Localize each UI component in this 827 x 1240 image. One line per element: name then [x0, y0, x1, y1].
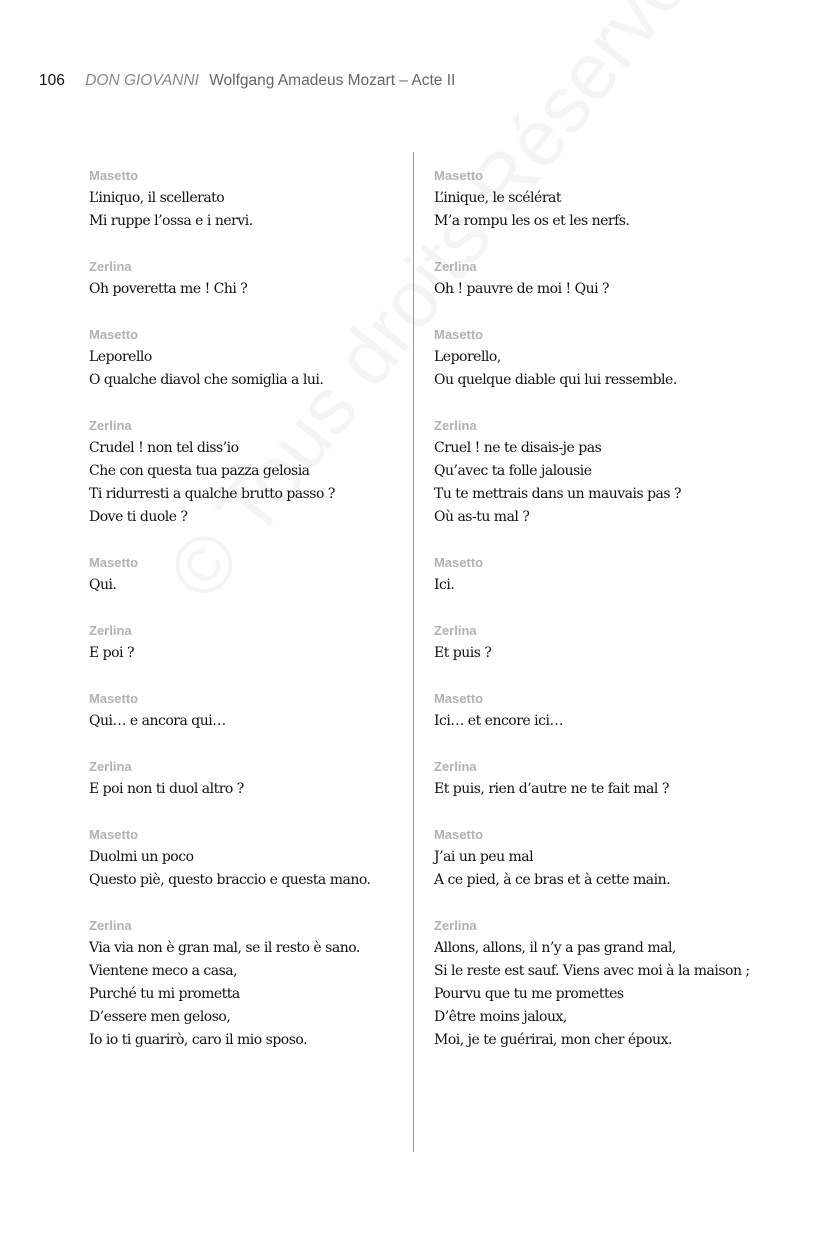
verse-line: Et puis ?	[434, 645, 492, 661]
verse-line: Pourvu que tu me promettes	[434, 986, 624, 1002]
verse-line: J’ai un peu mal	[434, 849, 534, 865]
verse-line: A ce pied, à ce bras et à cette main.	[434, 872, 671, 888]
verse-line: Tu te mettrais dans un mauvais pas ?	[434, 486, 682, 502]
verse-line: Oh ! pauvre de moi ! Qui ?	[434, 281, 610, 297]
dialogue-block	[89, 165, 409, 233]
speaker-name: Masetto	[89, 827, 139, 842]
speaker-name: Masetto	[434, 827, 484, 842]
verse-line: Ti ridurresti a qualche brutto passo ?	[89, 486, 335, 502]
dialogue-block	[89, 620, 409, 665]
speaker-name: Zerlina	[89, 918, 132, 933]
verse-line: Qu’avec ta folle jalousie	[434, 463, 592, 479]
speaker-name: Masetto	[434, 691, 484, 706]
verse-line: Cruel ! ne te disais-je pas	[434, 440, 602, 456]
verse-line: L’inique, le scélérat	[434, 190, 561, 206]
verse-line: Che con questa tua pazza gelosia	[89, 463, 310, 479]
dialogue-block	[434, 915, 754, 1052]
speaker-name: Masetto	[434, 327, 484, 342]
verse-line: Où as-tu mal ?	[434, 509, 530, 525]
dialogue-block	[434, 620, 754, 665]
dialogue-block	[89, 756, 409, 801]
verse-line: Mi ruppe l’ossa e i nervi.	[89, 213, 253, 229]
verse-line: Et puis, rien d’autre ne te fait mal ?	[434, 781, 669, 797]
verse-line: M’a rompu les os et les nerfs.	[434, 213, 630, 229]
verse-line: Qui.	[89, 577, 117, 593]
verse-line: E poi ?	[89, 645, 134, 661]
speaker-name: Zerlina	[89, 623, 132, 638]
verse-line: Allons, allons, il n’y a pas grand mal,	[434, 940, 676, 956]
verse-line: D’essere men geloso,	[89, 1009, 231, 1025]
dialogue-block	[89, 915, 409, 1052]
italian-libretto-column	[89, 165, 409, 1075]
verse-line: Ou quelque diable qui lui ressemble.	[434, 372, 677, 388]
dialogue-block	[89, 256, 409, 301]
dialogue-block	[89, 824, 409, 892]
french-translation-column	[434, 165, 754, 1075]
running-header	[39, 72, 455, 90]
verse-line: Crudel ! non tel diss’io	[89, 440, 239, 456]
verse-line: Ici… et encore ici…	[434, 713, 563, 729]
page-number: 106	[39, 72, 65, 89]
verse-line: O qualche diavol che somiglia a lui.	[89, 372, 324, 388]
verse-line: Dove ti duole ?	[89, 509, 188, 525]
dialogue-block	[89, 324, 409, 392]
verse-line: Qui… e ancora qui…	[89, 713, 226, 729]
speaker-name: Zerlina	[434, 759, 477, 774]
dialogue-block	[434, 824, 754, 892]
speaker-name: Zerlina	[434, 418, 477, 433]
verse-line: D’être moins jaloux,	[434, 1009, 567, 1025]
verse-line: Leporello	[89, 349, 152, 365]
speaker-name: Zerlina	[434, 259, 477, 274]
dialogue-block	[434, 415, 754, 529]
verse-line: E poi non ti duol altro ?	[89, 781, 244, 797]
verse-line: Oh poveretta me ! Chi ?	[89, 281, 248, 297]
speaker-name: Masetto	[89, 555, 139, 570]
dialogue-block	[434, 756, 754, 801]
speaker-name: Masetto	[89, 691, 139, 706]
speaker-name: Masetto	[434, 555, 484, 570]
speaker-name: Zerlina	[434, 918, 477, 933]
dialogue-block	[434, 552, 754, 597]
dialogue-block	[434, 165, 754, 233]
verse-line: Purché tu mi prometta	[89, 986, 240, 1002]
speaker-name: Masetto	[89, 168, 139, 183]
dialogue-block	[89, 415, 409, 529]
header-subtitle: Wolfgang Amadeus Mozart – Acte II	[209, 72, 456, 89]
dialogue-block	[434, 688, 754, 733]
column-divider	[413, 152, 414, 1152]
dialogue-block	[434, 256, 754, 301]
dialogue-block	[89, 688, 409, 733]
speaker-name: Zerlina	[434, 623, 477, 638]
speaker-name: Zerlina	[89, 418, 132, 433]
speaker-name: Masetto	[89, 327, 139, 342]
verse-line: Questo piè, questo braccio e questa mano.	[89, 872, 371, 888]
verse-line: Si le reste est sauf. Viens avec moi à la maison ;	[434, 963, 750, 979]
verse-line: Io io ti guarirò, caro il mio sposo.	[89, 1032, 308, 1048]
verse-line: Ici.	[434, 577, 455, 593]
speaker-name: Masetto	[434, 168, 484, 183]
verse-line: L’iniquo, il scellerato	[89, 190, 225, 206]
verse-line: Leporello,	[434, 349, 501, 365]
verse-line: Moi, je te guérirai, mon cher époux.	[434, 1032, 672, 1048]
verse-line: Via via non è gran mal, se il resto è sano.	[89, 940, 360, 956]
verse-line: Vientene meco a casa,	[89, 963, 238, 979]
dialogue-block	[434, 324, 754, 392]
dialogue-block	[89, 552, 409, 597]
verse-line: Duolmi un poco	[89, 849, 194, 865]
opera-title: DON GIOVANNI	[85, 72, 199, 89]
speaker-name: Zerlina	[89, 759, 132, 774]
speaker-name: Zerlina	[89, 259, 132, 274]
